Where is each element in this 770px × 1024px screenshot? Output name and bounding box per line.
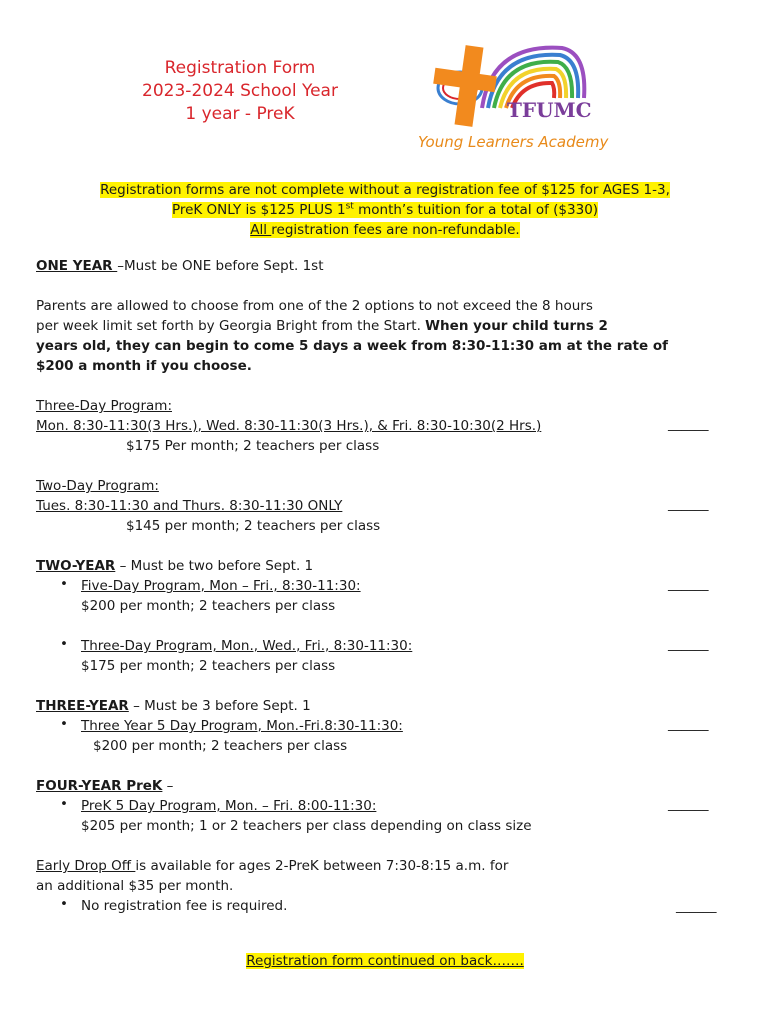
four-year-label: FOUR-YEAR PreK (36, 778, 163, 794)
notice-line-2-start: PreK ONLY is $125 PLUS 1 (171, 202, 346, 218)
tfumc-logo (412, 38, 609, 163)
title-line-3: 1 year - PreK (185, 104, 295, 124)
two-year-heading (36, 556, 313, 576)
early-drop-off-fee-note: No registration fee is required. (81, 898, 288, 914)
early-drop-off-blank[interactable]: ______ (676, 898, 717, 914)
three-day-selection-blank[interactable]: ______ (668, 416, 709, 432)
three-day-program-price: $175 Per month; 2 teachers per class (126, 438, 380, 454)
two-year-five-day-price: $200 per month; 2 teachers per class (81, 598, 336, 614)
registration-fee-notice (20, 180, 750, 240)
four-year-heading (36, 776, 173, 796)
title-line-2: 2023-2024 School Year (142, 81, 338, 101)
notice-line-3-rest: registration fees are non-refundable. (271, 222, 520, 238)
two-year-three-day-price: $175 per month; 2 teachers per class (81, 658, 336, 674)
logo-tfumc-text: TFUMC (507, 98, 592, 122)
one-year-label: ONE YEAR (36, 258, 118, 274)
three-day-program-schedule: Mon. 8:30-11:30(3 Hrs.), Wed. 8:30-11:30(3 Hrs.), & Fri. 8:30-10:30(2 Hrs.) (36, 418, 542, 434)
two-day-program-title: Two-Day Program: (36, 478, 159, 494)
footer (0, 951, 770, 971)
logo-academy-text: Young Learners Academy (418, 133, 609, 151)
bullet-icon: • (60, 896, 68, 912)
bullet-icon: • (60, 636, 68, 652)
bullet-icon: • (60, 796, 68, 812)
one-year-para-line-2 (36, 316, 608, 336)
three-year-program-blank[interactable]: ______ (668, 716, 709, 732)
four-year-dash: – (162, 778, 174, 794)
title-line-1: Registration Form (164, 58, 316, 78)
two-year-five-day-program: Five-Day Program, Mon – Fri., 8:30-11:30: (81, 578, 361, 594)
three-year-heading (36, 696, 311, 716)
one-year-heading (36, 256, 324, 276)
two-year-three-day-program: Three-Day Program, Mon., Wed., Fri., 8:30-11:30: (81, 638, 413, 654)
two-day-program-schedule: Tues. 8:30-11:30 and Thurs. 8:30-11:30 ONLY (36, 498, 343, 514)
three-year-program: Three Year 5 Day Program, Mon.-Fri.8:30-11:30: (81, 718, 403, 734)
para-line-2-normal: per week limit set forth by Georgia Bright from the Start. (36, 318, 426, 334)
early-drop-off-line-1 (36, 856, 508, 876)
two-year-five-day-blank[interactable]: ______ (668, 576, 709, 592)
early-drop-off-line-2: an additional $35 per month. (36, 878, 234, 894)
three-year-requirement: – Must be 3 before Sept. 1 (128, 698, 311, 714)
prek-program-blank[interactable]: ______ (668, 796, 709, 812)
bullet-icon: • (60, 576, 68, 592)
notice-line-1: Registration forms are not complete without a registration fee of $125 for AGES 1-3, (100, 182, 670, 198)
notice-line-3 (250, 222, 519, 238)
notice-line-2 (172, 202, 598, 218)
bullet-icon: • (60, 716, 68, 732)
one-year-para-line-1: Parents are allowed to choose from one of the 2 options to not exceed the 8 hours (36, 298, 593, 314)
form-title (110, 57, 370, 126)
two-year-requirement: – Must be two before Sept. 1 (115, 558, 314, 574)
two-day-selection-blank[interactable]: ______ (668, 496, 709, 512)
notice-line-2-end: month’s tuition for a total of ($330) (353, 202, 599, 218)
early-drop-off-label: Early Drop Off (36, 858, 136, 874)
one-year-para-line-3: years old, they can begin to come 5 days a week from 8:30-11:30 am at the rate of (36, 338, 669, 354)
one-year-requirement: –Must be ONE before Sept. 1st (117, 258, 324, 274)
prek-program: PreK 5 Day Program, Mon. – Fri. 8:00-11:30: (81, 798, 377, 814)
early-drop-off-details: is available for ages 2-PreK between 7:30-8:15 a.m. for (135, 858, 509, 874)
three-year-label: THREE-YEAR (36, 698, 129, 714)
para-line-2-bold: When your child turns 2 (425, 318, 608, 334)
two-day-program-price: $145 per month; 2 teachers per class (126, 518, 381, 534)
notice-superscript: st (345, 201, 354, 212)
two-year-three-day-blank[interactable]: ______ (668, 636, 709, 652)
prek-program-price: $205 per month; 1 or 2 teachers per class depending on class size (81, 818, 532, 834)
three-year-program-price: $200 per month; 2 teachers per class (93, 738, 348, 754)
continued-on-back-note: Registration form continued on back……. (246, 953, 524, 969)
three-day-program-title: Three-Day Program: (36, 398, 172, 414)
one-year-para-line-4: $200 a month if you choose. (36, 358, 252, 374)
notice-all-underlined: All (250, 222, 272, 238)
two-year-label: TWO-YEAR (36, 558, 116, 574)
